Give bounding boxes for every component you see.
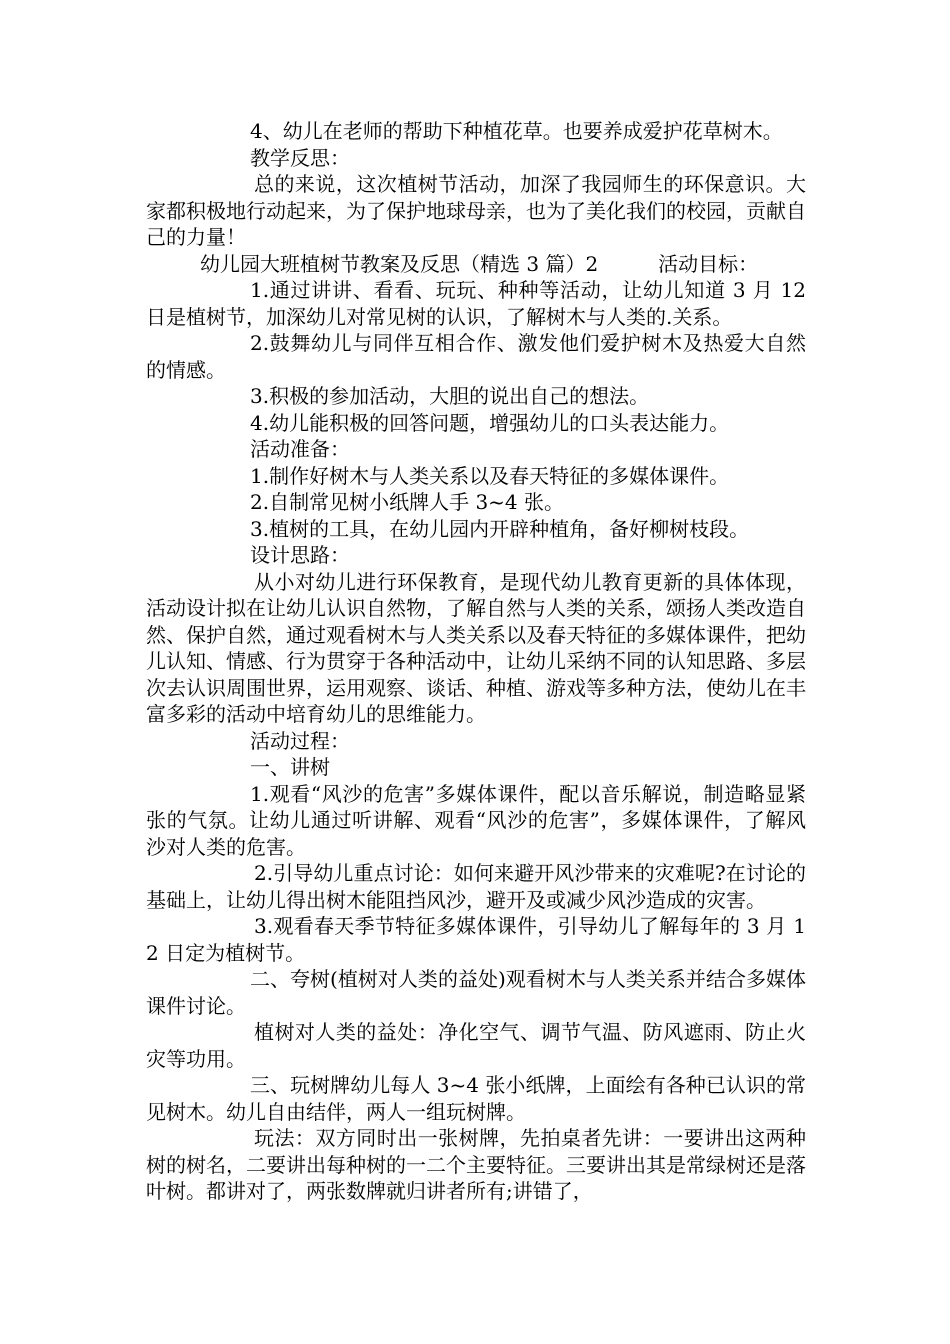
paragraph: 4、幼儿在老师的帮助下种植花草。也要养成爱护花草树木。	[250, 119, 783, 143]
paragraph-heading: 活动准备：	[250, 437, 350, 461]
document-body	[146, 118, 806, 1205]
paragraph: 4.幼儿能积极的回答问题，增强幼儿的口头表达能力。	[250, 410, 730, 435]
paragraph: 总的来说，这次植树节活动，加深了我园师生的环保意识。大家都积极地行动起来，为了保护地球母亲，也为了美化我们的校园，贡献自己的力量！	[146, 172, 806, 249]
paragraph-heading: 一、讲树	[250, 755, 330, 779]
paragraph: 2.引导幼儿重点讨论：如何来避开风沙带来的灾难呢?在讨论的基础上，让幼儿得出树木能阻挡风沙，避开及或减少风沙造成的灾害。	[146, 861, 806, 912]
paragraph: 二、夸树(植树对人类的益处)观看树木与人类关系并结合多媒体课件讨论。	[146, 967, 806, 1018]
paragraph: 3.观看春天季节特征多媒体课件，引导幼儿了解每年的 3 月 12 日定为植树节。	[146, 914, 806, 965]
paragraph: 3.植树的工具，在幼儿园内开辟种植角，备好柳树枝段。	[250, 516, 750, 541]
paragraph-heading: 活动过程：	[250, 728, 350, 753]
paragraph: 从小对幼儿进行环保教育，是现代幼儿教育更新的具体体现，活动设计拟在让幼儿认识自然物，了解自然与人类的关系，颂扬人类改造自然、保护自然，通过观看树木与人类关系以及春天特征的多媒体课件，把幼儿认知、情感、行为贯穿于各种活动中，让幼儿采纳不同的认知思路、多层次去认识周围世界，运用观察、谈话、种植、游戏等多种方法，使幼儿在丰富多彩的活动中培育幼儿的思维能力。	[146, 569, 806, 726]
paragraph: 1.观看“风沙的危害”多媒体课件，配以音乐解说，制造略显紧张的气氛。让幼儿通过听讲解、观看“风沙的危害”，多媒体课件，了解风沙对人类的危害。	[146, 781, 806, 859]
paragraph: 植树对人类的益处：净化空气、调节气温、防风遮雨、防止火灾等功用。	[146, 1020, 806, 1071]
paragraph: 玩法：双方同时出一张树牌，先拍桌者先讲：一要讲出这两种树的树名，二要讲出每种树的一二个主要特征。三要讲出其是常绿树还是落叶树。都讲对了，两张数牌就归讲者所有;讲错了，	[146, 1126, 806, 1203]
paragraph: 2.自制常见树小纸牌人手 3~4 张。	[250, 490, 565, 514]
paragraph: 3.积极的参加活动，大胆的说出自己的想法。	[250, 384, 650, 408]
paragraph: 2.鼓舞幼儿与同伴互相合作、激发他们爱护树木及热爱大自然的情感。	[146, 331, 806, 382]
paragraph: 1.通过讲讲、看看、玩玩、种种等活动，让幼儿知道 3 月 12 日是植树节，加深幼儿对常见树的认识，了解树木与人类的.关系。	[146, 278, 806, 329]
paragraph: 1.制作好树木与人类关系以及春天特征的多媒体课件。	[250, 463, 730, 488]
paragraph: 三、玩树牌幼儿每人 3~4 张小纸牌，上面绘有各种已认识的常见树木。幼儿自由结伴，两人一组玩树牌。	[146, 1073, 806, 1124]
paragraph-heading: 教学反思：	[250, 145, 350, 170]
paragraph-heading: 设计思路：	[250, 543, 350, 567]
section-title: 幼儿园大班植树节教案及反思（精选 3 篇）2 活动目标：	[200, 251, 759, 276]
